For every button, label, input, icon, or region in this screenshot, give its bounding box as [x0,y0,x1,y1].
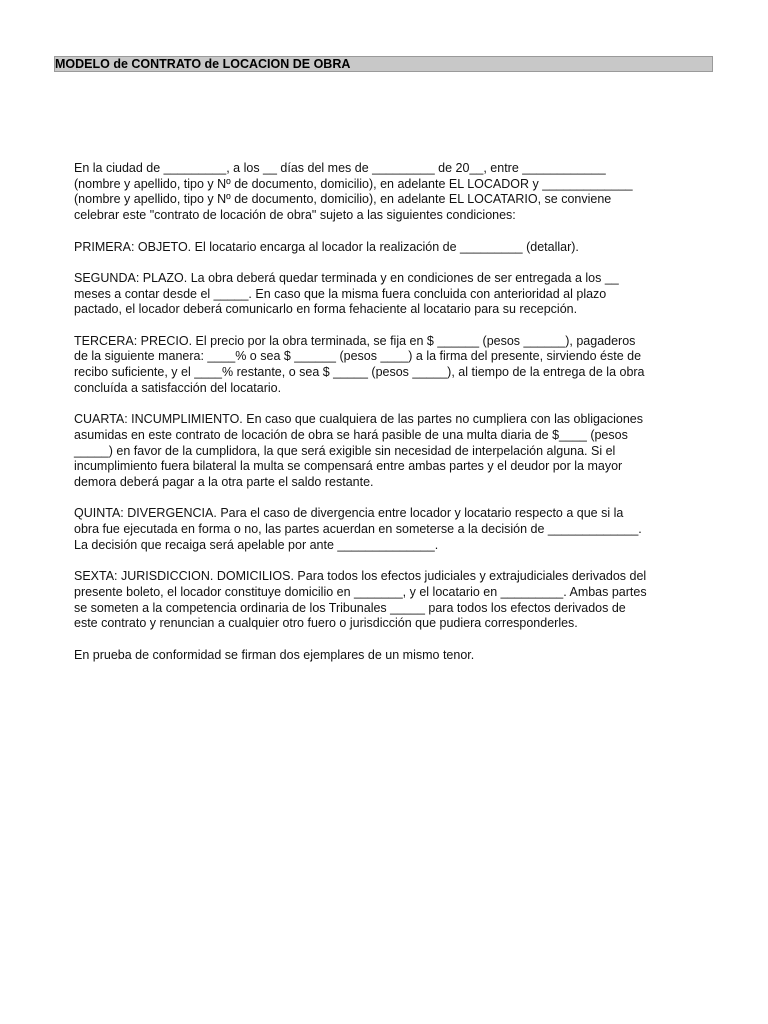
document-title-bar [54,56,713,72]
clause-segunda-plazo [74,271,694,318]
text-line: SEGUNDA: PLAZO. La obra deberá quedar terminada y en condiciones de ser entregada a los __ [74,270,619,285]
closing-paragraph [74,648,694,664]
text-line: obra fue ejecutada en forma o no, las partes acuerdan en someterse a la decisión de _____________. [74,522,642,537]
text-line: de la siguiente manera: ____% o sea $ ______ (pesos ____) a la firma del presente, sirviendo éste de [74,349,642,364]
text-line: QUINTA: DIVERGENCIA. Para el caso de divergencia entre locador y locatario respecto a que si la [74,506,624,521]
text-line: celebrar este "contrato de locación de obra" sujeto a las siguientes condiciones: [74,208,516,223]
text-line: En la ciudad de _________, a los __ días del mes de _________ de 20__, entre ____________ [74,161,606,175]
text-line: incumplimiento fuera bilateral la multa se compensará entre ambas partes y el deudor por la mayor [74,459,623,474]
text-line: demora deberá pagar a la otra parte el saldo restante. [74,475,374,489]
clause-quinta-divergencia [74,506,694,553]
clause-cuarta-incumplimiento [74,412,694,491]
text-line: se someten a la competencia ordinaria de los Tribunales _____ para todos los efectos derivados de [74,600,626,615]
clause-primera-objeto [74,240,694,256]
text-line: PRIMERA: OBJETO. El locatario encarga al locador la realización de _________ (detallar). [74,239,579,254]
text-line: TERCERA: PRECIO. El precio por la obra terminada, se fija en $ ______ (pesos ______), pagaderos [74,333,636,348]
clause-tercera-precio [74,334,694,397]
text-line: (nombre y apellido, tipo y Nº de documento, domicilio), en adelante EL LOCADOR y _____________ [74,176,633,191]
text-line: presente boleto, el locador constituye domicilio en _______, y el locatario en _________. Ambas partes [74,584,647,599]
contract-body [74,161,694,679]
text-line: En prueba de conformidad se firman dos ejemplares de un mismo tenor. [74,647,475,662]
text-line: este contrato y renuncian a cualquier otro fuero o jurisdicción que pudiera corresponderles. [74,616,578,631]
text-line: meses a contar desde el _____. En caso que la misma fuera concluida con anterioridad al plazo [74,286,607,301]
text-line: CUARTA: INCUMPLIMIENTO. En caso que cualquiera de las partes no cumpliera con las obligaciones [74,412,644,427]
text-line: asumidas en este contrato de locación de obra se hará pasible de una multa diaria de $____ (pesos [74,427,628,442]
text-line: _____) en favor de la cumplidora, la que será exigible sin necesidad de interpelación alguna. Si el [74,443,616,458]
text-line: recibo suficiente, y el ____% restante, o sea $ _____ (pesos _____), al tiempo de la entrega de la obra [74,365,645,380]
text-line: (nombre y apellido, tipo y Nº de documento, domicilio), en adelante EL LOCATARIO, se conviene [74,192,612,207]
text-line: SEXTA: JURISDICCION. DOMICILIOS. Para todos los efectos judiciales y extrajudiciales derivados del [74,569,647,584]
document-title: MODELO de CONTRATO de LOCACION DE OBRA [55,57,351,71]
text-line: pactado, el locador deberá comunicarlo en forma fehaciente al locatario para su recepción. [74,302,578,317]
clause-sexta-jurisdiccion [74,569,694,632]
intro-paragraph [74,161,694,224]
text-line: concluída a satisfacción del locatario. [74,380,282,395]
text-line: La decisión que recaiga será apelable por ante ______________. [74,537,439,552]
